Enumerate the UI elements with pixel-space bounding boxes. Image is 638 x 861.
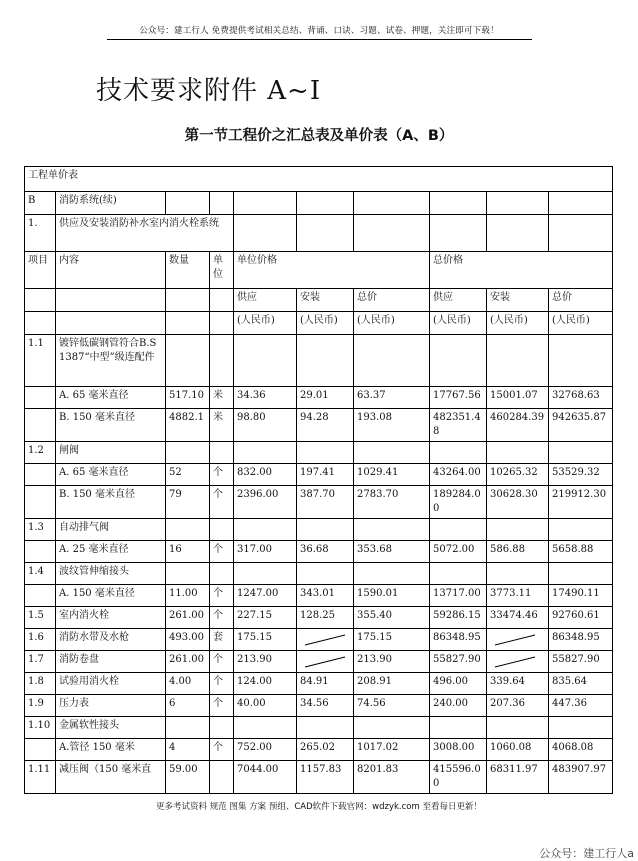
row-no: 1.10 [25,717,56,739]
row-unit-install: 343.01 [297,585,354,607]
row-unit: 米 [210,409,234,442]
row-total-supply: 13717.00 [430,585,487,607]
row-total-total: 17490.11 [549,585,613,607]
table-row [25,761,613,794]
row-total-install: 460284.39 [487,409,549,442]
row-unit-supply: 98.80 [234,409,297,442]
row-unit-supply [234,717,297,739]
row-qty: 6 [166,695,210,717]
row-no: 1.5 [25,607,56,629]
row-unit-total: 175.15 [354,629,430,651]
row-unit-install [297,563,354,585]
row-unit: 个 [210,739,234,761]
row-total-supply: 496.00 [430,673,487,695]
row-total-supply: 86348.95 [430,629,487,651]
watermark: 公众号：建工行人a [539,847,634,860]
row-total-supply [430,442,487,464]
row-desc: 消防卷盘 [56,651,166,673]
row-unit-total: 213.90 [354,651,430,673]
table-row [25,695,613,717]
header-unit-total: 总价 [354,289,430,312]
row-no: 1.11 [25,761,56,794]
row-unit-install: 197.41 [297,464,354,486]
row-unit-total: 193.08 [354,409,430,442]
row-unit-total [354,442,430,464]
table-row [25,442,613,464]
row-qty: 4.00 [166,673,210,695]
table-row [25,486,613,519]
row-unit-install: 84.91 [297,673,354,695]
row-qty: 79 [166,486,210,519]
row-qty: 16 [166,541,210,563]
row-qty [166,717,210,739]
row-total-install: 15001.07 [487,387,549,409]
row-unit-supply: 227.15 [234,607,297,629]
row-unit-supply [234,442,297,464]
row-unit-supply: 752.00 [234,739,297,761]
row-total-supply [430,335,487,387]
row-total-install: 33474.46 [487,607,549,629]
table-row [25,464,613,486]
row-total-total [549,563,613,585]
header-note: 公众号：建工行人 免费提供考试相关总结、背诵、口诀、习题、试卷、押题，关注即可下载！ [139,26,499,36]
table-row [25,335,613,387]
row-unit-total [354,519,430,541]
row-total-total: 32768.63 [549,387,613,409]
row-unit-total: 2783.70 [354,486,430,519]
row-desc: 消防水带及水枪 [56,629,166,651]
row-unit-supply: 175.15 [234,629,297,651]
row-qty: 4882.1 [166,409,210,442]
table-row [25,409,613,442]
row-total-total: 835.64 [549,673,613,695]
row-qty: 59.00 [166,761,210,794]
row-total-install [487,442,549,464]
slash-mark [493,656,537,668]
row-unit [210,442,234,464]
row-desc: 减压阀（150 毫米直 [56,761,166,794]
row-unit: 个 [210,673,234,695]
row-unit: 个 [210,607,234,629]
currency-label: (人民币) [297,312,354,335]
row-total-total: 92760.61 [549,607,613,629]
row-desc: A. 150 毫米直径 [56,585,166,607]
footer-note: 更多考试资料 规范 图集 方案 预组、CAD软件下载官网：wdzyk.com 至看每日更新！ [156,802,482,812]
row-qty: 261.00 [166,651,210,673]
row-total-total: 5658.88 [549,541,613,563]
row-total-total: 942635.87 [549,409,613,442]
row-no [25,464,56,486]
row-unit-supply [234,519,297,541]
row-unit-total: 8201.83 [354,761,430,794]
row-unit-install: 265.02 [297,739,354,761]
table-row [25,717,613,739]
unit-price-table [24,166,613,794]
currency-label: (人民币) [234,312,297,335]
currency-label: (人民币) [430,312,487,335]
row-unit [210,519,234,541]
row-total-total [549,717,613,739]
row-no [25,739,56,761]
row-desc: 自动排气阀 [56,519,166,541]
row-desc: 波纹管伸缩接头 [56,563,166,585]
row-total-install [487,335,549,387]
row-desc: B. 150 毫米直径 [56,486,166,519]
row-total-supply [430,563,487,585]
table-row [25,585,613,607]
row-unit-install [297,629,354,651]
row-qty: 11.00 [166,585,210,607]
header-unit-install: 安装 [297,289,354,312]
row-total-install [487,629,549,651]
row-unit-total: 74.56 [354,695,430,717]
row-total-supply: 3008.00 [430,739,487,761]
table-row [25,519,613,541]
slash-mark [303,656,347,668]
row-qty: 52 [166,464,210,486]
table-caption: 工程单价表 [25,167,613,192]
row-unit-total [354,335,430,387]
row-unit-install [297,335,354,387]
row-total-supply: 17767.56 [430,387,487,409]
header-no: 项目 [25,252,56,289]
row-total-total: 219912.30 [549,486,613,519]
row-unit-install: 94.28 [297,409,354,442]
header-content: 内容 [56,252,166,289]
section-code: B [25,192,56,215]
item-name: 供应及安装消防补水室内消火栓系统 [56,215,234,252]
row-qty: 517.10 [166,387,210,409]
section-name: 消防系统(续) [56,192,166,215]
table-row [25,541,613,563]
row-unit: 米 [210,387,234,409]
row-unit-supply: 40.00 [234,695,297,717]
row-unit: 个 [210,486,234,519]
row-no: 1.7 [25,651,56,673]
row-unit: 个 [210,585,234,607]
row-unit-total: 1017.02 [354,739,430,761]
row-unit-supply: 34.36 [234,387,297,409]
row-desc: 金属软性接头 [56,717,166,739]
row-unit-total [354,717,430,739]
table-row [25,739,613,761]
row-unit: 个 [210,541,234,563]
row-total-total [549,442,613,464]
row-unit-total: 355.40 [354,607,430,629]
header-total-total: 总价 [549,289,613,312]
row-unit [210,717,234,739]
row-total-supply [430,717,487,739]
row-desc: 闸阀 [56,442,166,464]
row-total-install: 1060.08 [487,739,549,761]
row-unit-install [297,651,354,673]
row-unit-install [297,442,354,464]
row-total-install [487,717,549,739]
row-no: 1.8 [25,673,56,695]
row-total-install: 586.88 [487,541,549,563]
row-no: 1.4 [25,563,56,585]
table-row [25,673,613,695]
row-total-install: 3773.11 [487,585,549,607]
row-total-total [549,519,613,541]
row-total-install [487,563,549,585]
header-total-install: 安装 [487,289,549,312]
header-divider [107,39,532,40]
header-unit: 单位 [210,252,234,289]
section-title: 第一节工程价之汇总表及单价表（A、B） [184,128,454,144]
currency-label: (人民币) [487,312,549,335]
header-total-supply: 供应 [430,289,487,312]
row-unit-total: 1590.01 [354,585,430,607]
row-desc: 试验用消火栓 [56,673,166,695]
row-unit: 个 [210,695,234,717]
row-total-supply: 482351.48 [430,409,487,442]
row-qty [166,335,210,387]
table-row [25,387,613,409]
row-no: 1.2 [25,442,56,464]
row-unit-total: 208.91 [354,673,430,695]
row-unit-total: 1029.41 [354,464,430,486]
row-total-supply: 415596.00 [430,761,487,794]
row-unit-install: 29.01 [297,387,354,409]
row-no: 1.9 [25,695,56,717]
row-unit: 个 [210,464,234,486]
header-unit-supply: 供应 [234,289,297,312]
row-no: 1.6 [25,629,56,651]
row-no: 1.3 [25,519,56,541]
row-total-supply: 189284.00 [430,486,487,519]
row-total-total: 4068.08 [549,739,613,761]
row-unit-supply [234,335,297,387]
header-qty: 数量 [166,252,210,289]
row-unit-install: 128.25 [297,607,354,629]
row-unit-supply: 832.00 [234,464,297,486]
row-unit-total: 63.37 [354,387,430,409]
row-total-total: 447.36 [549,695,613,717]
table-body [25,335,613,794]
row-total-supply: 55827.90 [430,651,487,673]
row-total-total: 483907.97 [549,761,613,794]
row-unit-install [297,717,354,739]
row-unit-supply: 124.00 [234,673,297,695]
row-desc: A. 65 毫米直径 [56,387,166,409]
row-unit-supply: 2396.00 [234,486,297,519]
row-unit [210,563,234,585]
row-qty: 493.00 [166,629,210,651]
row-total-install [487,519,549,541]
row-total-total: 53529.32 [549,464,613,486]
row-desc: A. 25 毫米直径 [56,541,166,563]
row-total-install: 339.64 [487,673,549,695]
item-code: 1. [25,215,56,252]
row-total-supply: 43264.00 [430,464,487,486]
currency-label: (人民币) [549,312,613,335]
row-total-supply [430,519,487,541]
row-total-supply: 5072.00 [430,541,487,563]
row-qty [166,519,210,541]
row-total-supply: 240.00 [430,695,487,717]
row-total-total [549,335,613,387]
row-unit-supply [234,563,297,585]
row-no [25,387,56,409]
row-total-install: 30628.30 [487,486,549,519]
header-unit-price: 单位价格 [234,252,430,289]
row-unit-supply: 317.00 [234,541,297,563]
row-desc: 镀锌低碳钢管符合B.S1387“中型”级连配件 [56,335,166,387]
row-no [25,409,56,442]
row-desc: A. 65 毫米直径 [56,464,166,486]
row-unit-install: 387.70 [297,486,354,519]
table-row [25,607,613,629]
row-unit: 个 [210,651,234,673]
header-total-price: 总价格 [430,252,613,289]
row-total-total: 86348.95 [549,629,613,651]
row-desc: 压力表 [56,695,166,717]
row-total-install: 207.36 [487,695,549,717]
currency-label: (人民币) [354,312,430,335]
row-unit [210,761,234,794]
row-unit-supply: 1247.00 [234,585,297,607]
row-total-install [487,651,549,673]
document-title: 技术要求附件 A~I [96,76,322,106]
row-unit-install: 36.68 [297,541,354,563]
row-qty: 4 [166,739,210,761]
row-unit-install: 1157.83 [297,761,354,794]
row-desc: B. 150 毫米直径 [56,409,166,442]
row-total-install: 68311.97 [487,761,549,794]
table-row [25,563,613,585]
row-unit-supply: 213.90 [234,651,297,673]
row-total-install: 10265.32 [487,464,549,486]
row-qty [166,442,210,464]
slash-mark [493,634,537,646]
row-unit [210,335,234,387]
row-desc: A.管径 150 毫米 [56,739,166,761]
row-total-supply: 59286.15 [430,607,487,629]
row-qty: 261.00 [166,607,210,629]
row-no [25,541,56,563]
row-qty [166,563,210,585]
row-no: 1.1 [25,335,56,387]
row-unit-install [297,519,354,541]
row-no [25,585,56,607]
row-no [25,486,56,519]
slash-mark [303,634,347,646]
row-desc: 室内消火栓 [56,607,166,629]
row-unit-total: 353.68 [354,541,430,563]
row-unit: 套 [210,629,234,651]
row-unit-supply: 7044.00 [234,761,297,794]
table-row [25,629,613,651]
row-total-total: 55827.90 [549,651,613,673]
table-row [25,651,613,673]
row-unit-total [354,563,430,585]
row-unit-install: 34.56 [297,695,354,717]
